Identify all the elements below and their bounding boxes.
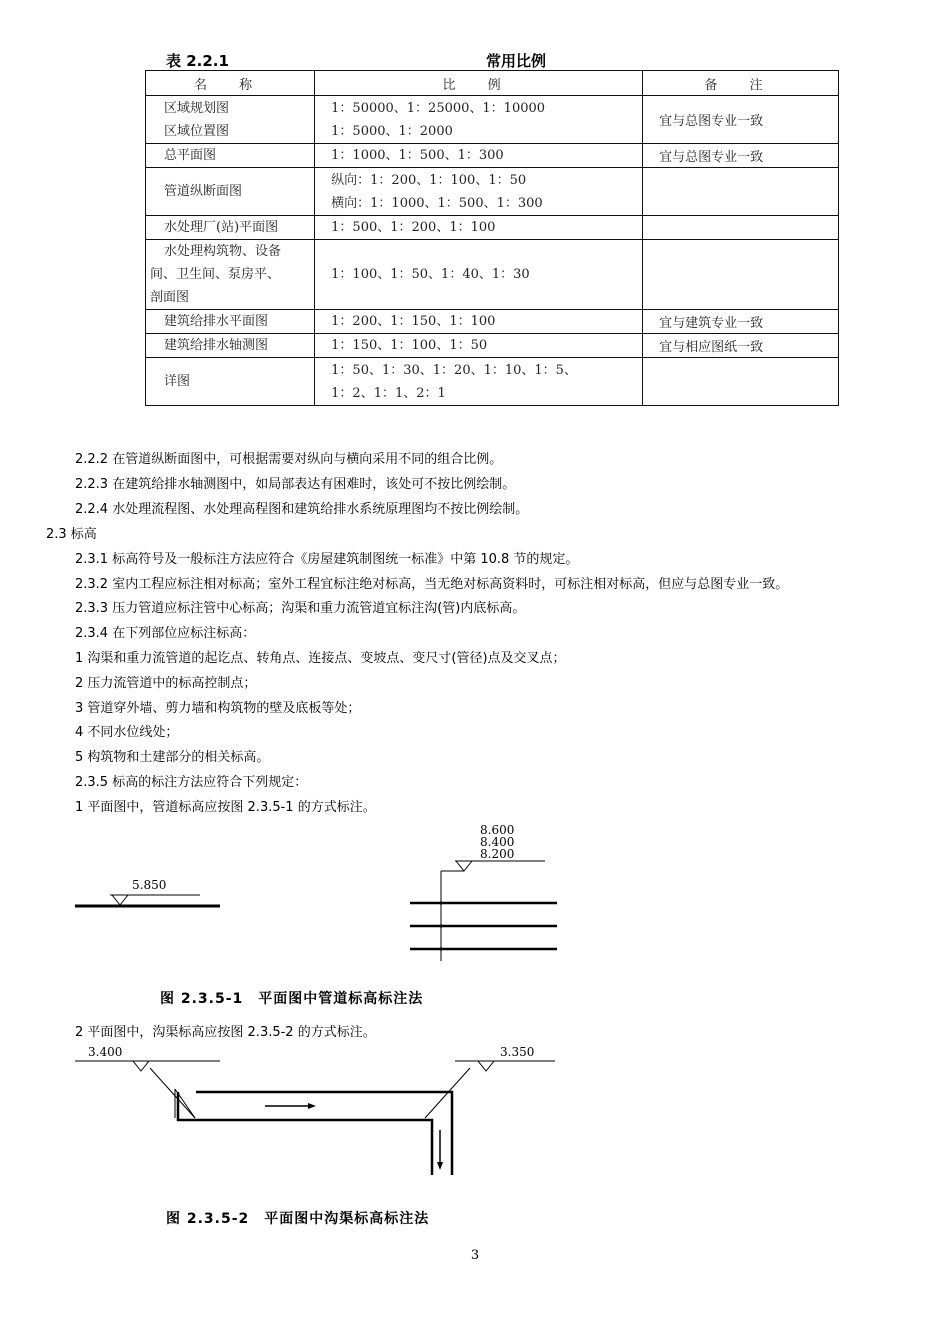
- elevation-value-left: 3.400: [88, 1045, 123, 1059]
- table-row: [146, 144, 839, 168]
- table-row: [146, 216, 839, 240]
- row-name-line: 建筑给排水轴测图: [164, 338, 269, 353]
- row-scale-line: 1：1000、1：500、1：300: [331, 148, 504, 163]
- pipe-marker: [439, 947, 442, 950]
- flow-arrow-head-icon: [437, 1162, 443, 1170]
- elevation-value-single: 5.850: [132, 878, 167, 892]
- row-note-cell: 宜与建筑专业一致: [643, 310, 839, 334]
- list-item-1: 1 沟渠和重力流管道的起讫点、转角点、连接点、变坡点、变尺寸(管径)点及交叉点；: [75, 651, 566, 666]
- row-scale-line: 1：200、1：150、1：100: [331, 314, 496, 329]
- figure-pipe-elevation: [60, 815, 580, 995]
- elevation-value-mid: 8.400: [480, 835, 515, 849]
- elevation-value-top: 8.600: [480, 823, 515, 837]
- row-scale-line: 1：5000、1：2000: [331, 123, 453, 139]
- table-row: [146, 96, 839, 144]
- table-row: [146, 240, 839, 310]
- row-scale-line: 1：50000、1：25000、1：10000: [331, 100, 546, 116]
- paragraph-2-2-3: 2.2.3 在建筑给排水轴测图中，如局部表达有困难时，该处可不按比例绘制。: [75, 477, 516, 492]
- row-name-cell: [146, 216, 315, 240]
- slope-line: [150, 1068, 195, 1118]
- figure-channel-elevation: [60, 1040, 580, 1200]
- figure-caption-2-3-5-1: 图 2.3.5-1 平面图中管道标高标注法: [160, 991, 424, 1007]
- row-name-cell: [146, 96, 315, 144]
- paragraph-2-3-5: 2.3.5 标高的标注方法应符合下列规定：: [75, 775, 308, 790]
- elevation-symbol-icon: [478, 1061, 494, 1071]
- row-name-cell: [146, 358, 315, 406]
- pipe-marker: [439, 901, 442, 904]
- paragraph-2-3-4: 2.3.4 在下列部位应标注标高：: [75, 626, 256, 641]
- row-scale-cell: [315, 168, 643, 216]
- header-note: 备 注: [643, 71, 839, 96]
- table-row: [146, 310, 839, 334]
- row-scale-line: 纵向：1：200、1：100、1：50: [331, 172, 527, 188]
- figure-caption-2-3-5-2: 图 2.3.5-2 平面图中沟渠标高标注法: [166, 1211, 430, 1227]
- row-name-line: 建筑给排水平面图: [164, 314, 269, 329]
- header-scale: 比 例: [315, 71, 643, 96]
- row-note-cell: 宜与总图专业一致: [643, 144, 839, 168]
- list-item-5: 5 构筑物和土建部分的相关标高。: [75, 750, 270, 765]
- row-scale-cell: [315, 96, 643, 144]
- list-item-4: 4 不同水位线处；: [75, 725, 179, 740]
- row-note-cell: 宜与总图专业一致: [643, 96, 839, 144]
- table-number: 表 2.2.1: [166, 52, 229, 70]
- row-name-cell: [146, 168, 315, 216]
- row-name-line: 详图: [164, 374, 191, 389]
- row-scale-cell: [315, 240, 643, 310]
- elevation-symbol-icon: [456, 861, 472, 871]
- row-name-cell: [146, 240, 315, 310]
- row-scale-line: 1：150、1：100、1：50: [331, 338, 488, 353]
- paragraph-2-2-4: 2.2.4 水处理流程图、水处理高程图和建筑给排水系统原理图均不按比例绘制。: [75, 502, 529, 517]
- row-name-line: 水处理厂(站)平面图: [164, 220, 279, 235]
- row-note-cell: [643, 358, 839, 406]
- elevation-value-low: 8.200: [480, 847, 515, 861]
- channel-outer-edge: [178, 1092, 432, 1175]
- row-scale-cell: [315, 358, 643, 406]
- table-row: [146, 358, 839, 406]
- row-name-line: 总平面图: [164, 148, 217, 163]
- row-scale-line: 横向：1：1000、1：500、1：300: [331, 195, 543, 211]
- table-row: [146, 168, 839, 216]
- flow-arrow-head-icon: [308, 1103, 316, 1109]
- row-note-cell: [643, 216, 839, 240]
- elevation-symbol-icon: [112, 895, 128, 905]
- table-title: 常用比例: [485, 52, 546, 70]
- list-item-2: 2 压力流管道中的标高控制点；: [75, 676, 257, 691]
- common-scale-table: [145, 70, 839, 406]
- item-2-plan-channel: 2 平面图中，沟渠标高应按图 2.3.5-2 的方式标注。: [75, 1025, 376, 1040]
- table-header-row: [146, 71, 839, 96]
- paragraph-2-2-2: 2.2.2 在管道纵断面图中，可根据需要对纵向与横向采用不同的组合比例。: [75, 452, 503, 467]
- paragraph-2-3-2: 2.3.2 室内工程应标注相对标高；室外工程宜标注绝对标高，当无绝对标高资料时，可标注相对标高，但应与总图专业一致。: [75, 577, 789, 592]
- row-scale-cell: [315, 144, 643, 168]
- row-name-line: 管道纵断面图: [164, 184, 243, 199]
- row-note-cell: 宜与相应图纸一致: [643, 334, 839, 358]
- row-note-cell: [643, 168, 839, 216]
- row-name-cell: [146, 144, 315, 168]
- header-name: 名 称: [146, 71, 315, 96]
- row-name-line: 水处理构筑物、设备: [164, 244, 282, 259]
- row-note-cell: [643, 240, 839, 310]
- elevation-symbol-icon: [133, 1061, 149, 1071]
- row-scale-line: 1：500、1：200、1：100: [331, 220, 496, 235]
- row-name-line: 区域规划图: [164, 100, 230, 116]
- row-name-cell: [146, 310, 315, 334]
- row-name-line: 间、卫生间、泵房平、: [150, 267, 281, 282]
- row-scale-cell: [315, 310, 643, 334]
- table-caption: [166, 50, 838, 70]
- pipe-marker: [439, 924, 442, 927]
- paragraph-2-3-3: 2.3.3 压力管道应标注管中心标高；沟渠和重力流管道宜标注沟(管)内底标高。: [75, 601, 526, 616]
- row-scale-cell: [315, 216, 643, 240]
- page-number: 3: [470, 1248, 480, 1263]
- item-1-plan-pipe: 1 平面图中，管道标高应按图 2.3.5-1 的方式标注。: [75, 800, 376, 815]
- row-scale-line: 1：2、1：1、2：1: [331, 385, 446, 401]
- row-scale-line: 1：100、1：50、1：40、1：30: [331, 267, 530, 282]
- row-name-cell: [146, 334, 315, 358]
- section-heading-2-3: 2.3 标高: [46, 527, 97, 542]
- elevation-value-right: 3.350: [500, 1045, 535, 1059]
- row-name-line: 区域位置图: [164, 123, 230, 139]
- list-item-3: 3 管道穿外墙、剪力墙和构筑物的壁及底板等处；: [75, 701, 361, 716]
- row-name-line: 剖面图: [150, 290, 190, 305]
- paragraph-2-3-1: 2.3.1 标高符号及一般标注方法应符合《房屋建筑制图统一标准》中第 10.8 节的规定。: [75, 552, 579, 567]
- row-scale-cell: [315, 334, 643, 358]
- table-row: [146, 334, 839, 358]
- channel-inner-edge: [196, 1092, 452, 1175]
- row-scale-line: 1：50、1：30、1：20、1：10、1：5、: [331, 362, 577, 378]
